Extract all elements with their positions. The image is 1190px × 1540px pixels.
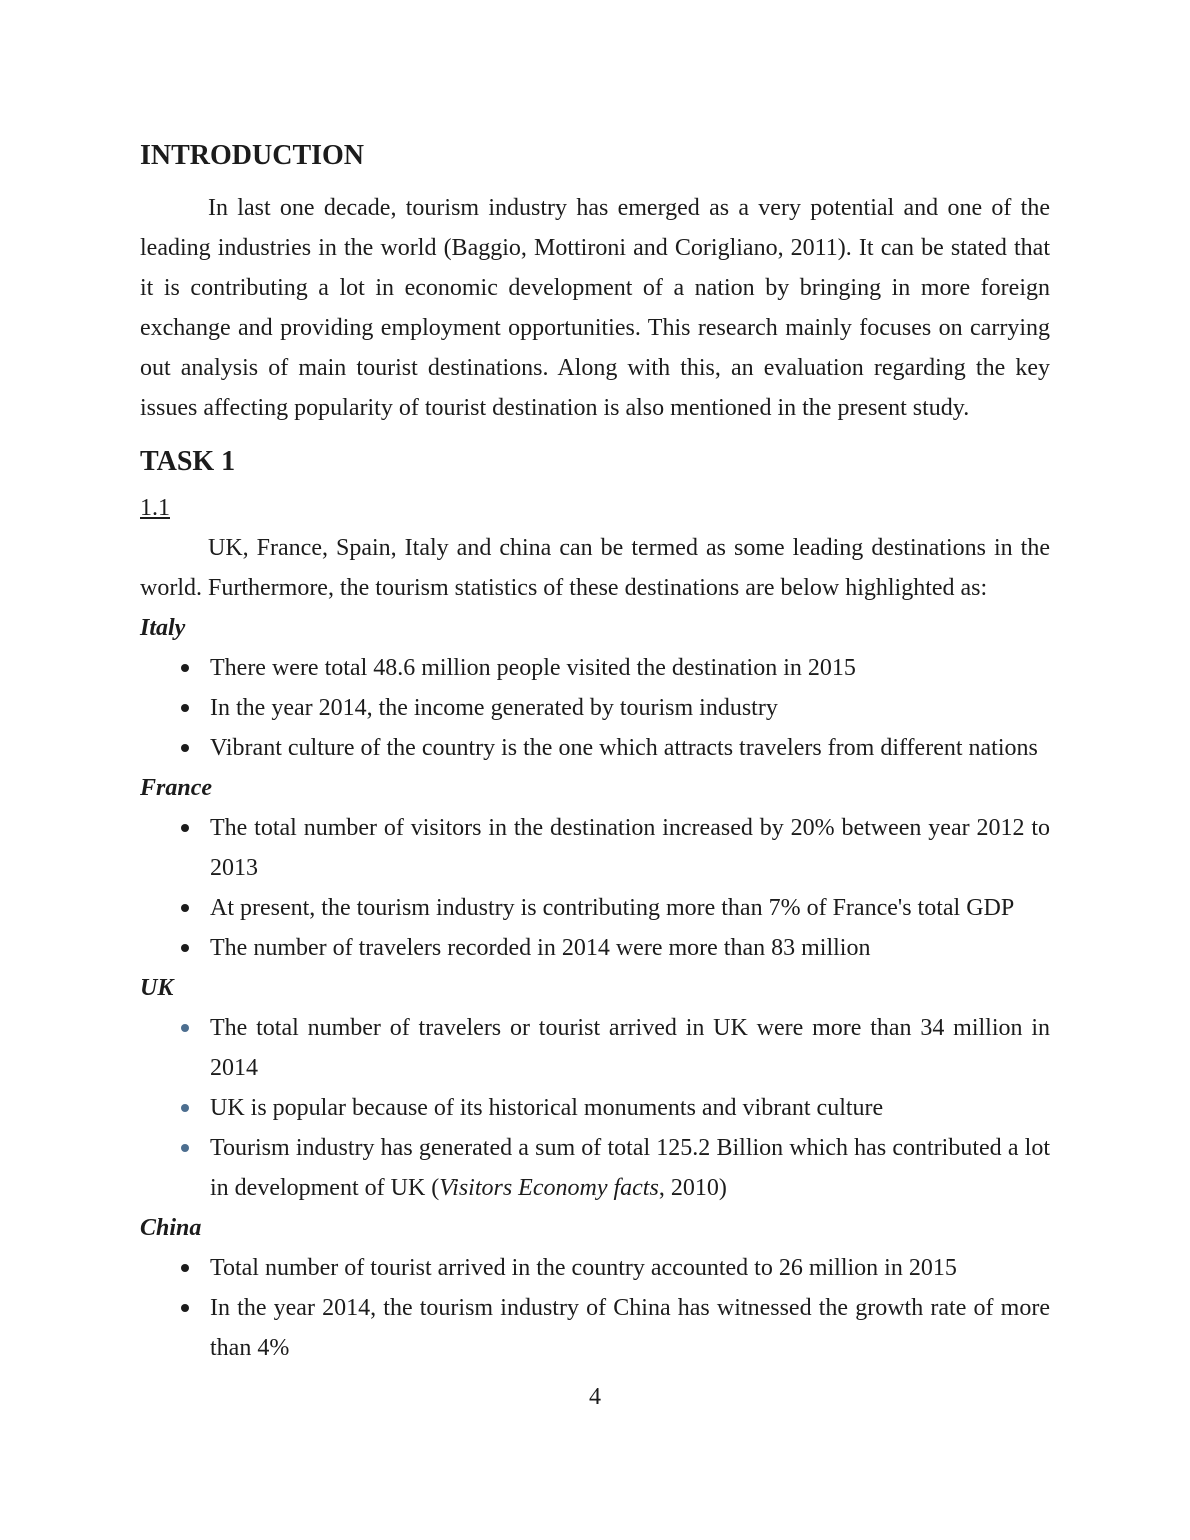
section-heading-uk: UK — [140, 975, 174, 1001]
bullet-text: The total number of travelers or tourist arrived in UK were more than 34 million in 2014 — [210, 1015, 1050, 1081]
bullet-icon — [181, 904, 189, 912]
bullet-item — [140, 1008, 1050, 1088]
bullet-icon — [181, 1024, 189, 1032]
bullet-item — [140, 1128, 1050, 1208]
bullet-icon — [181, 664, 189, 672]
bullet-text: Tourism industry has generated a sum of total 125.2 Billion which has contributed a lot in development of UK ( — [210, 1135, 1050, 1201]
bullet-text: , 2010) — [658, 1175, 727, 1201]
bullet-text: There were total 48.6 million people visited the destination in 2015 — [210, 655, 856, 681]
bullet-text: At present, the tourism industry is contributing more than 7% of France's total GDP — [210, 895, 1015, 921]
bullet-item — [140, 808, 1050, 888]
bullet-text: Vibrant culture of the country is the one which attracts travelers from different nations — [210, 735, 1038, 761]
introduction-heading: INTRODUCTION — [140, 140, 365, 171]
task1-heading: TASK 1 — [140, 446, 236, 477]
bullet-list-italy — [140, 648, 1050, 768]
bullet-icon — [181, 744, 189, 752]
subsection-1-1-label: 1.1 — [140, 495, 170, 521]
bullet-list-france — [140, 808, 1050, 968]
bullet-text: In the year 2014, the income generated by tourism industry — [210, 695, 778, 721]
bullet-item — [140, 1288, 1050, 1368]
destinations-paragraph: UK, France, Spain, Italy and china can be termed as some leading destinations in the world. Furthermore, the tourism statistics of these destinations are below highlighted as: — [140, 535, 1050, 601]
introduction-paragraph: In last one decade, tourism industry has emerged as a very potential and one of the leading industries in the world (Baggio, Mottironi and Corigliano, 2011). It can be stated that it is contributing a lot in economic development of a nation by bringing in more foreign exchange and providing employment opportunities. This research mainly focuses on carrying out analysis of main tourist destinations. Along with this, an evaluation regarding the key issues affecting popularity of tourist destination is also mentioned in the present study. — [140, 195, 1050, 421]
bullet-icon — [181, 704, 189, 712]
bullet-icon — [181, 824, 189, 832]
section-heading-china: China — [140, 1215, 202, 1241]
bullet-icon — [181, 1264, 189, 1272]
page-content — [140, 138, 1050, 1368]
bullet-text: In the year 2014, the tourism industry of China has witnessed the growth rate of more than 4% — [210, 1295, 1050, 1361]
bullet-icon — [181, 1144, 189, 1152]
bullet-text: UK is popular because of its historical monuments and vibrant culture — [210, 1095, 884, 1121]
bullet-item — [140, 648, 1050, 688]
bullet-text: The total number of visitors in the destination increased by 20% between year 2012 to 2013 — [210, 815, 1050, 881]
section-heading-italy: Italy — [140, 615, 186, 641]
bullet-item — [140, 928, 1050, 968]
citation-italic-text: Visitors Economy facts — [439, 1175, 659, 1201]
bullet-item — [140, 888, 1050, 928]
bullet-text: The number of travelers recorded in 2014 were more than 83 million — [210, 935, 871, 961]
bullet-item — [140, 728, 1050, 768]
bullet-item — [140, 1248, 1050, 1288]
bullet-text: Total number of tourist arrived in the country accounted to 26 million in 2015 — [210, 1255, 957, 1281]
bullet-item — [140, 1088, 1050, 1128]
bullet-icon — [181, 1304, 189, 1312]
section-heading-france: France — [140, 775, 212, 801]
bullet-item — [140, 688, 1050, 728]
bullet-icon — [181, 1104, 189, 1112]
page-number: 4 — [589, 1384, 601, 1410]
bullet-list-china — [140, 1248, 1050, 1368]
bullet-icon — [181, 944, 189, 952]
bullet-list-uk — [140, 1008, 1050, 1208]
